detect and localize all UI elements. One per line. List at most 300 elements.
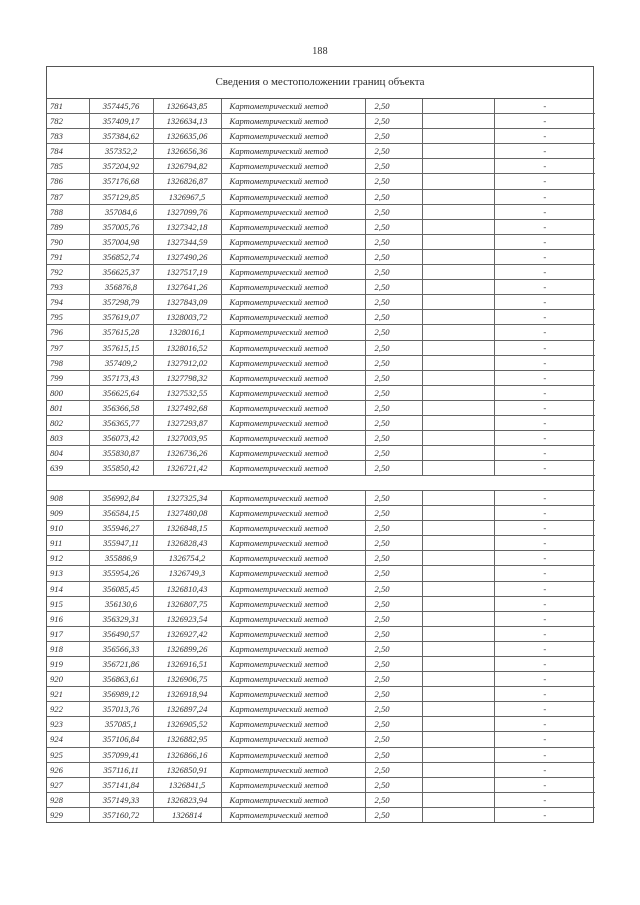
dash-cell: -: [494, 641, 595, 656]
table-row: [47, 626, 595, 641]
dash-cell: -: [494, 355, 595, 370]
point-number-cell: 920: [47, 672, 89, 687]
precision-cell: 2,50: [365, 385, 422, 400]
y-coordinate-cell: 1326794,82: [153, 159, 221, 174]
point-number-cell: 786: [47, 174, 89, 189]
x-coordinate-cell: 356876,8: [89, 280, 153, 295]
method-cell: Картометрический метод: [221, 777, 365, 792]
y-coordinate-cell: 1326850,91: [153, 762, 221, 777]
method-cell: Картометрический метод: [221, 265, 365, 280]
method-cell: Картометрический метод: [221, 672, 365, 687]
y-coordinate-cell: 1327490,26: [153, 249, 221, 264]
dash-cell: -: [494, 490, 595, 505]
table-row: [47, 461, 595, 476]
x-coordinate-cell: 357099,41: [89, 747, 153, 762]
empty-cell: [422, 355, 494, 370]
point-number-cell: 921: [47, 687, 89, 702]
method-cell: Картометрический метод: [221, 807, 365, 822]
y-coordinate-cell: 1326643,85: [153, 99, 221, 114]
precision-cell: 2,50: [365, 581, 422, 596]
precision-cell: 2,50: [365, 626, 422, 641]
empty-cell: [422, 415, 494, 430]
table-row: [47, 280, 595, 295]
dash-cell: -: [494, 717, 595, 732]
precision-cell: 2,50: [365, 687, 422, 702]
dash-cell: -: [494, 129, 595, 144]
dash-cell: -: [494, 656, 595, 671]
page-number: 188: [312, 46, 328, 57]
empty-cell: [422, 461, 494, 476]
point-number-cell: 799: [47, 370, 89, 385]
table-row: [47, 431, 595, 446]
empty-cell: [422, 310, 494, 325]
method-cell: Картометрический метод: [221, 114, 365, 129]
empty-cell: [422, 204, 494, 219]
precision-cell: 2,50: [365, 204, 422, 219]
x-coordinate-cell: 356625,64: [89, 385, 153, 400]
dash-cell: -: [494, 566, 595, 581]
method-cell: Картометрический метод: [221, 461, 365, 476]
x-coordinate-cell: 357352,2: [89, 144, 153, 159]
x-coordinate-cell: 357298,79: [89, 295, 153, 310]
y-coordinate-cell: 1327912,02: [153, 355, 221, 370]
empty-cell: [422, 370, 494, 385]
x-coordinate-cell: 356625,37: [89, 265, 153, 280]
y-coordinate-cell: 1326721,42: [153, 461, 221, 476]
empty-cell: [422, 295, 494, 310]
y-coordinate-cell: 1326906,75: [153, 672, 221, 687]
dash-cell: -: [494, 385, 595, 400]
method-cell: Картометрический метод: [221, 536, 365, 551]
dash-cell: -: [494, 687, 595, 702]
point-number-cell: 787: [47, 189, 89, 204]
method-cell: Картометрический метод: [221, 611, 365, 626]
dash-cell: -: [494, 174, 595, 189]
point-number-cell: 801: [47, 400, 89, 415]
dash-cell: -: [494, 265, 595, 280]
x-coordinate-cell: 357116,11: [89, 762, 153, 777]
point-number-cell: 918: [47, 641, 89, 656]
method-cell: Картометрический метод: [221, 762, 365, 777]
point-number-cell: 925: [47, 747, 89, 762]
precision-cell: 2,50: [365, 310, 422, 325]
dash-cell: -: [494, 777, 595, 792]
dash-cell: -: [494, 219, 595, 234]
y-coordinate-cell: 1326826,87: [153, 174, 221, 189]
method-cell: Картометрический метод: [221, 400, 365, 415]
table-row: [47, 506, 595, 521]
x-coordinate-cell: 357173,43: [89, 370, 153, 385]
y-coordinate-cell: 1326807,75: [153, 596, 221, 611]
table-row: [47, 536, 595, 551]
method-cell: Картометрический метод: [221, 249, 365, 264]
method-cell: Картометрический метод: [221, 189, 365, 204]
x-coordinate-cell: 356992,84: [89, 490, 153, 505]
dash-cell: -: [494, 234, 595, 249]
point-number-cell: 922: [47, 702, 89, 717]
empty-cell: [422, 189, 494, 204]
x-coordinate-cell: 357085,1: [89, 717, 153, 732]
x-coordinate-cell: 355830,87: [89, 446, 153, 461]
method-cell: Картометрический метод: [221, 144, 365, 159]
dash-cell: -: [494, 792, 595, 807]
table-row: [47, 340, 595, 355]
x-coordinate-cell: 357084,6: [89, 204, 153, 219]
dash-cell: -: [494, 506, 595, 521]
precision-cell: 2,50: [365, 431, 422, 446]
method-cell: Картометрический метод: [221, 551, 365, 566]
table-row: [47, 747, 595, 762]
section-separator-row: [47, 476, 595, 491]
method-cell: Картометрический метод: [221, 732, 365, 747]
method-cell: Картометрический метод: [221, 431, 365, 446]
method-cell: Картометрический метод: [221, 159, 365, 174]
table-row: [47, 672, 595, 687]
separator-cell: [47, 476, 595, 491]
precision-cell: 2,50: [365, 249, 422, 264]
empty-cell: [422, 521, 494, 536]
method-cell: Картометрический метод: [221, 747, 365, 762]
precision-cell: 2,50: [365, 641, 422, 656]
precision-cell: 2,50: [365, 129, 422, 144]
x-coordinate-cell: 355886,9: [89, 551, 153, 566]
point-number-cell: 802: [47, 415, 89, 430]
empty-cell: [422, 672, 494, 687]
table-row: [47, 249, 595, 264]
point-number-cell: 917: [47, 626, 89, 641]
empty-cell: [422, 129, 494, 144]
method-cell: Картометрический метод: [221, 340, 365, 355]
dash-cell: -: [494, 431, 595, 446]
precision-cell: 2,50: [365, 114, 422, 129]
x-coordinate-cell: 355947,11: [89, 536, 153, 551]
dash-cell: -: [494, 596, 595, 611]
x-coordinate-cell: 357409,17: [89, 114, 153, 129]
empty-cell: [422, 431, 494, 446]
table-row: [47, 490, 595, 505]
x-coordinate-cell: 357149,33: [89, 792, 153, 807]
point-number-cell: 789: [47, 219, 89, 234]
point-number-cell: 783: [47, 129, 89, 144]
dash-cell: -: [494, 310, 595, 325]
table-row: [47, 732, 595, 747]
point-number-cell: 788: [47, 204, 89, 219]
empty-cell: [422, 385, 494, 400]
precision-cell: 2,50: [365, 99, 422, 114]
dash-cell: -: [494, 461, 595, 476]
y-coordinate-cell: 1326736,26: [153, 446, 221, 461]
dash-cell: -: [494, 189, 595, 204]
precision-cell: 2,50: [365, 807, 422, 822]
precision-cell: 2,50: [365, 400, 422, 415]
dash-cell: -: [494, 249, 595, 264]
y-coordinate-cell: 1327099,76: [153, 204, 221, 219]
method-cell: Картометрический метод: [221, 325, 365, 340]
empty-cell: [422, 99, 494, 114]
method-cell: Картометрический метод: [221, 566, 365, 581]
dash-cell: -: [494, 144, 595, 159]
precision-cell: 2,50: [365, 174, 422, 189]
precision-cell: 2,50: [365, 777, 422, 792]
point-number-cell: 929: [47, 807, 89, 822]
dash-cell: -: [494, 280, 595, 295]
method-cell: Картометрический метод: [221, 626, 365, 641]
dash-cell: -: [494, 159, 595, 174]
point-number-cell: 919: [47, 656, 89, 671]
y-coordinate-cell: 1328016,52: [153, 340, 221, 355]
y-coordinate-cell: 1326841,5: [153, 777, 221, 792]
y-coordinate-cell: 1326882,95: [153, 732, 221, 747]
y-coordinate-cell: 1326967,5: [153, 189, 221, 204]
dash-cell: -: [494, 702, 595, 717]
empty-cell: [422, 219, 494, 234]
dash-cell: -: [494, 325, 595, 340]
table-row: [47, 144, 595, 159]
table-row: [47, 114, 595, 129]
method-cell: Картометрический метод: [221, 446, 365, 461]
x-coordinate-cell: 357160,72: [89, 807, 153, 822]
point-number-cell: 784: [47, 144, 89, 159]
dash-cell: -: [494, 536, 595, 551]
empty-cell: [422, 265, 494, 280]
table-row: [47, 204, 595, 219]
x-coordinate-cell: 357384,62: [89, 129, 153, 144]
point-number-cell: 803: [47, 431, 89, 446]
y-coordinate-cell: 1327517,19: [153, 265, 221, 280]
y-coordinate-cell: 1328016,1: [153, 325, 221, 340]
precision-cell: 2,50: [365, 159, 422, 174]
point-number-cell: 914: [47, 581, 89, 596]
empty-cell: [422, 234, 494, 249]
boundary-table-sheet: [46, 66, 594, 823]
dash-cell: -: [494, 400, 595, 415]
empty-cell: [422, 807, 494, 822]
empty-cell: [422, 446, 494, 461]
y-coordinate-cell: 1327003,95: [153, 431, 221, 446]
point-number-cell: 927: [47, 777, 89, 792]
table-row: [47, 370, 595, 385]
empty-cell: [422, 596, 494, 611]
empty-cell: [422, 687, 494, 702]
x-coordinate-cell: 357141,84: [89, 777, 153, 792]
table-row: [47, 325, 595, 340]
x-coordinate-cell: 356566,33: [89, 641, 153, 656]
table-row: [47, 310, 595, 325]
y-coordinate-cell: 1327342,18: [153, 219, 221, 234]
method-cell: Картометрический метод: [221, 280, 365, 295]
dash-cell: -: [494, 521, 595, 536]
point-number-cell: 781: [47, 99, 89, 114]
point-number-cell: 928: [47, 792, 89, 807]
y-coordinate-cell: 1326635,06: [153, 129, 221, 144]
precision-cell: 2,50: [365, 672, 422, 687]
empty-cell: [422, 611, 494, 626]
table-row: [47, 265, 595, 280]
point-number-cell: 796: [47, 325, 89, 340]
table-row: [47, 355, 595, 370]
dash-cell: -: [494, 446, 595, 461]
point-number-cell: 639: [47, 461, 89, 476]
precision-cell: 2,50: [365, 461, 422, 476]
point-number-cell: 923: [47, 717, 89, 732]
precision-cell: 2,50: [365, 702, 422, 717]
y-coordinate-cell: 1326828,43: [153, 536, 221, 551]
precision-cell: 2,50: [365, 551, 422, 566]
dash-cell: -: [494, 295, 595, 310]
empty-cell: [422, 400, 494, 415]
y-coordinate-cell: 1326899,26: [153, 641, 221, 656]
x-coordinate-cell: 357005,76: [89, 219, 153, 234]
precision-cell: 2,50: [365, 144, 422, 159]
precision-cell: 2,50: [365, 355, 422, 370]
precision-cell: 2,50: [365, 370, 422, 385]
dash-cell: -: [494, 626, 595, 641]
precision-cell: 2,50: [365, 325, 422, 340]
table-row: [47, 792, 595, 807]
y-coordinate-cell: 1326634,13: [153, 114, 221, 129]
x-coordinate-cell: 357619,07: [89, 310, 153, 325]
y-coordinate-cell: 1327480,08: [153, 506, 221, 521]
point-number-cell: 800: [47, 385, 89, 400]
method-cell: Картометрический метод: [221, 581, 365, 596]
method-cell: Картометрический метод: [221, 415, 365, 430]
point-number-cell: 915: [47, 596, 89, 611]
y-coordinate-cell: 1326814: [153, 807, 221, 822]
precision-cell: 2,50: [365, 295, 422, 310]
y-coordinate-cell: 1327798,32: [153, 370, 221, 385]
x-coordinate-cell: 356366,58: [89, 400, 153, 415]
point-number-cell: 916: [47, 611, 89, 626]
x-coordinate-cell: 357409,2: [89, 355, 153, 370]
point-number-cell: 785: [47, 159, 89, 174]
x-coordinate-cell: 356989,12: [89, 687, 153, 702]
dash-cell: -: [494, 732, 595, 747]
table-row: [47, 295, 595, 310]
empty-cell: [422, 566, 494, 581]
method-cell: Картометрический метод: [221, 174, 365, 189]
y-coordinate-cell: 1327325,34: [153, 490, 221, 505]
method-cell: Картометрический метод: [221, 596, 365, 611]
empty-cell: [422, 536, 494, 551]
table-row: [47, 234, 595, 249]
point-number-cell: 908: [47, 490, 89, 505]
empty-cell: [422, 490, 494, 505]
empty-cell: [422, 656, 494, 671]
method-cell: Картометрический метод: [221, 234, 365, 249]
table-row: [47, 702, 595, 717]
y-coordinate-cell: 1327492,68: [153, 400, 221, 415]
precision-cell: 2,50: [365, 611, 422, 626]
y-coordinate-cell: 1328003,72: [153, 310, 221, 325]
x-coordinate-cell: 356584,15: [89, 506, 153, 521]
point-number-cell: 793: [47, 280, 89, 295]
x-coordinate-cell: 357176,68: [89, 174, 153, 189]
precision-cell: 2,50: [365, 265, 422, 280]
precision-cell: 2,50: [365, 717, 422, 732]
x-coordinate-cell: 356490,57: [89, 626, 153, 641]
table-row: [47, 807, 595, 822]
x-coordinate-cell: 356130,6: [89, 596, 153, 611]
dash-cell: -: [494, 415, 595, 430]
empty-cell: [422, 340, 494, 355]
point-number-cell: 926: [47, 762, 89, 777]
point-number-cell: 782: [47, 114, 89, 129]
y-coordinate-cell: 1327843,09: [153, 295, 221, 310]
table-row: [47, 596, 595, 611]
precision-cell: 2,50: [365, 732, 422, 747]
precision-cell: 2,50: [365, 415, 422, 430]
y-coordinate-cell: 1326810,43: [153, 581, 221, 596]
table-row: [47, 611, 595, 626]
precision-cell: 2,50: [365, 536, 422, 551]
x-coordinate-cell: 357129,85: [89, 189, 153, 204]
y-coordinate-cell: 1326866,16: [153, 747, 221, 762]
x-coordinate-cell: 357445,76: [89, 99, 153, 114]
table-row: [47, 99, 595, 114]
method-cell: Картометрический метод: [221, 506, 365, 521]
y-coordinate-cell: 1326927,42: [153, 626, 221, 641]
x-coordinate-cell: 357013,76: [89, 702, 153, 717]
x-coordinate-cell: 355946,27: [89, 521, 153, 536]
empty-cell: [422, 762, 494, 777]
precision-cell: 2,50: [365, 280, 422, 295]
table-row: [47, 566, 595, 581]
dash-cell: -: [494, 762, 595, 777]
empty-cell: [422, 506, 494, 521]
method-cell: Картометрический метод: [221, 687, 365, 702]
y-coordinate-cell: 1327293,87: [153, 415, 221, 430]
table-row: [47, 656, 595, 671]
x-coordinate-cell: 356365,77: [89, 415, 153, 430]
precision-cell: 2,50: [365, 747, 422, 762]
table-title: Сведения о местоположении границ объекта: [47, 67, 593, 99]
y-coordinate-cell: 1326754,2: [153, 551, 221, 566]
empty-cell: [422, 114, 494, 129]
point-number-cell: 909: [47, 506, 89, 521]
point-number-cell: 924: [47, 732, 89, 747]
precision-cell: 2,50: [365, 656, 422, 671]
y-coordinate-cell: 1326918,94: [153, 687, 221, 702]
precision-cell: 2,50: [365, 340, 422, 355]
precision-cell: 2,50: [365, 596, 422, 611]
x-coordinate-cell: 355850,42: [89, 461, 153, 476]
point-number-cell: 911: [47, 536, 89, 551]
method-cell: Картометрический метод: [221, 717, 365, 732]
point-number-cell: 912: [47, 551, 89, 566]
precision-cell: 2,50: [365, 234, 422, 249]
coordinates-table: [47, 99, 595, 822]
method-cell: Картометрический метод: [221, 385, 365, 400]
method-cell: Картометрический метод: [221, 204, 365, 219]
method-cell: Картометрический метод: [221, 521, 365, 536]
empty-cell: [422, 747, 494, 762]
table-row: [47, 521, 595, 536]
precision-cell: 2,50: [365, 566, 422, 581]
method-cell: Картометрический метод: [221, 702, 365, 717]
empty-cell: [422, 551, 494, 566]
x-coordinate-cell: 357615,28: [89, 325, 153, 340]
y-coordinate-cell: 1326923,54: [153, 611, 221, 626]
x-coordinate-cell: 357615,15: [89, 340, 153, 355]
method-cell: Картометрический метод: [221, 641, 365, 656]
x-coordinate-cell: 357004,98: [89, 234, 153, 249]
x-coordinate-cell: 356085,45: [89, 581, 153, 596]
precision-cell: 2,50: [365, 521, 422, 536]
dash-cell: -: [494, 581, 595, 596]
empty-cell: [422, 717, 494, 732]
point-number-cell: 797: [47, 340, 89, 355]
precision-cell: 2,50: [365, 446, 422, 461]
